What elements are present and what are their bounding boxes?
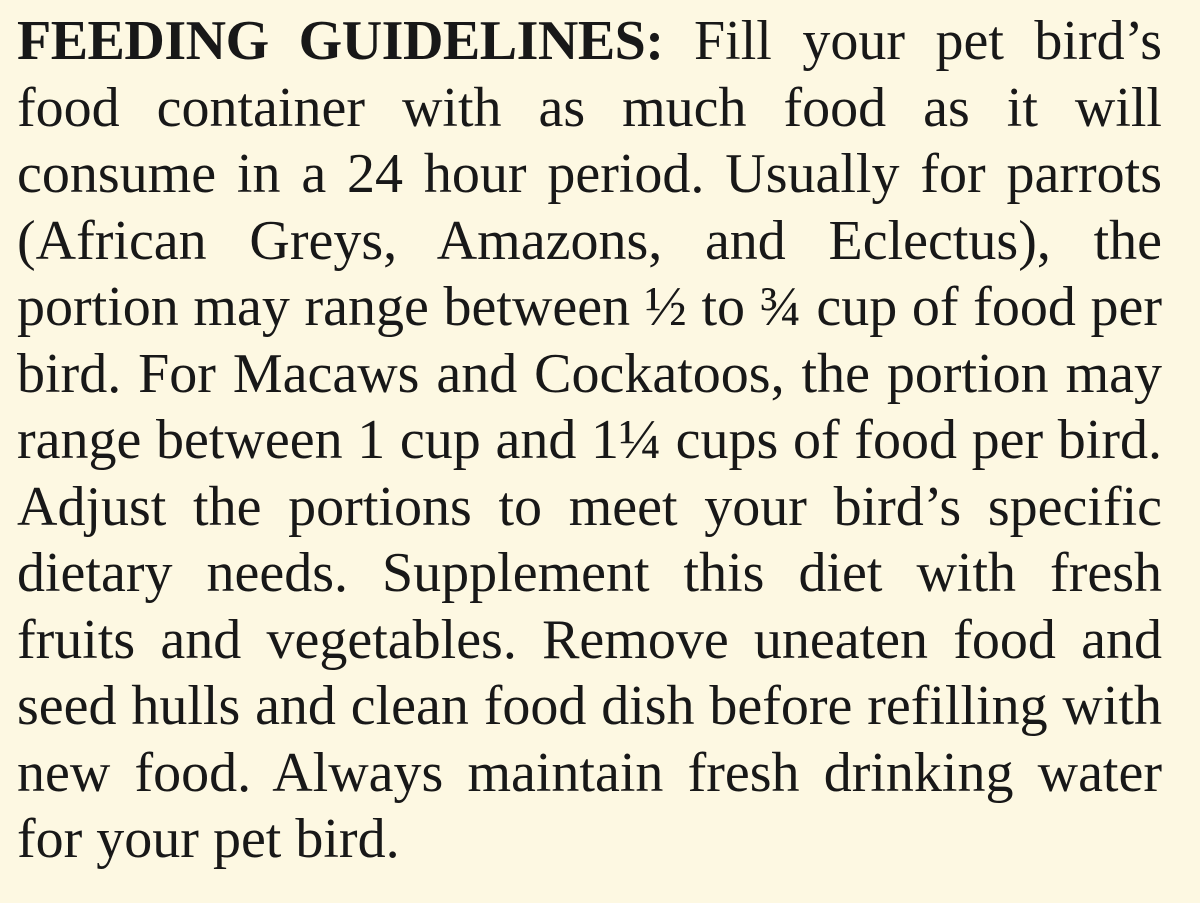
feeding-guidelines-body: Fill your pet bird’s food container with as much food as it will consume in a 24 hour period. Usually for parrots (African Greys, Amazons, and Eclectus), the portion may range between ½ to ¾ cup of food per bird. For Macaws and Cockatoos, the portion may range between 1 cup and 1¼ cups of food per bird. Adjust the portions to meet your bird’s specific dietary needs. Supplement this diet with fresh fruits and vegetables. Remove uneaten food and seed hulls and clean food dish before refilling with new food. Always maintain fresh drinking water for your pet bird.	[17, 10, 1162, 870]
feeding-guidelines-heading: FEEDING GUIDELINES:	[17, 10, 664, 72]
feeding-guidelines-paragraph	[17, 8, 1162, 873]
